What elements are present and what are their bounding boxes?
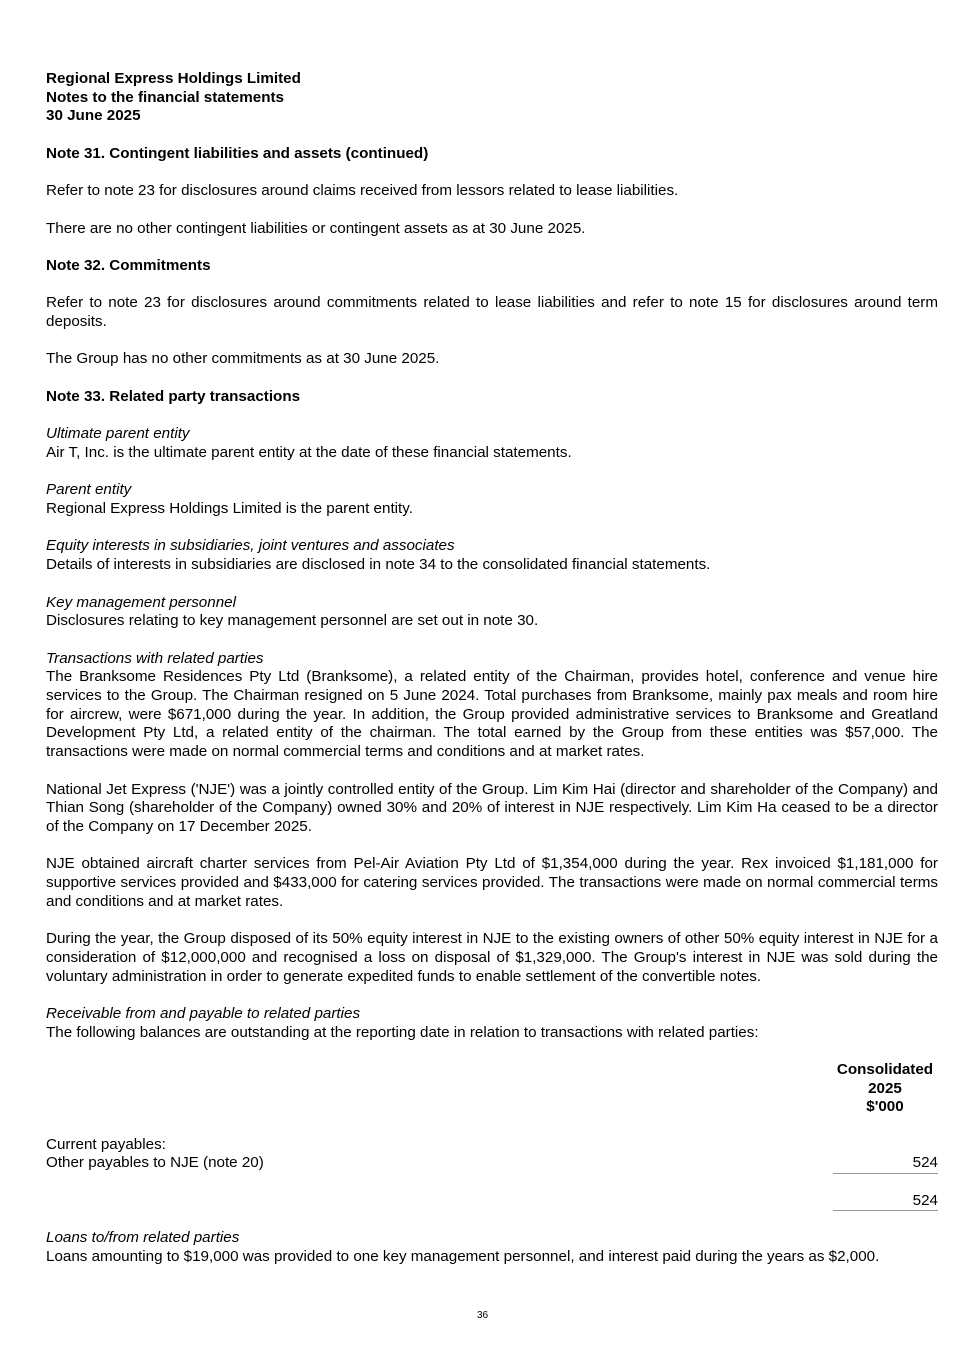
loans-text: Loans amounting to $19,000 was provided to one key management personnel, and interest paid during the years as $2,000. <box>46 1247 880 1265</box>
note32-paragraph-1: Refer to note 23 for disclosures around commitments related to lease liabilities and refer to note 15 for disclosures around term deposits. <box>46 294 938 331</box>
kmp-text: Disclosures relating to key management personnel are set out in note 30. <box>46 612 539 630</box>
table-row <box>46 1154 938 1173</box>
company-name: Regional Express Holdings Limited <box>46 70 301 87</box>
transactions-paragraph-4: During the year, the Group disposed of its 50% equity interest in NJE to the existing owners of other 50% equity interest in NJE for a consideration of $12,000,000 and recognised a loss on disposal of $1,329,000. The Group's interest in NJE was sold during the voluntary administration in order to generate expedited funds to enable settlement of the convertible notes. <box>46 930 938 985</box>
transactions-paragraph-3: NJE obtained aircraft charter services from Pel-Air Aviation Pty Ltd of $1,354,000 during the year. Rex invoiced $1,181,000 for supportive services provided and $433,000 for catering services provided. The transactions were made on normal commercial terms and conditions and at market rates. <box>46 855 938 910</box>
table-section-label: Current payables: <box>46 1135 166 1153</box>
receivable-heading: Receivable from and payable to related parties <box>46 1004 361 1022</box>
table-column-header <box>46 1061 938 1117</box>
note32-title: Note 32. Commitments <box>46 256 211 274</box>
ultimate-parent-heading: Ultimate parent entity <box>46 425 190 443</box>
column-header-consolidated: Consolidated <box>836 1061 934 1078</box>
note31-paragraph-1: Refer to note 23 for disclosures around claims received from lessors related to lease liabilities. <box>46 182 679 200</box>
note31-title: Note 31. Contingent liabilities and assets (continued) <box>46 144 429 162</box>
transactions-paragraph-1: The Branksome Residences Pty Ltd (Branksome), a related entity of the Chairman, provides hotel, conference and venue hire services to the Group. The Chairman resigned on 5 June 2024. Total purchases from Branksome, mainly pax meals and room hire for aircrew, were $671,000 during the year. In addition, the Group provided administrative services to Branksome and Greatland Development Pty Ltd, a related entity of the chairman. The total earned by the Group from these entities was $57,000. The transactions were made on normal commercial terms and conditions and at market rates. <box>46 668 938 761</box>
column-header-unit: $'000 <box>866 1098 904 1116</box>
document-title: Notes to the financial statements <box>46 88 284 106</box>
parent-entity-text: Regional Express Holdings Limited is the parent entity. <box>46 500 413 518</box>
equity-interests-heading: Equity interests in subsidiaries, joint ventures and associates <box>46 537 455 555</box>
note33-title: Note 33. Related party transactions <box>46 387 301 405</box>
table-row-label: Other payables to NJE (note 20) <box>46 1154 264 1172</box>
loans-heading: Loans to/from related parties <box>46 1229 240 1247</box>
note32-paragraph-2: The Group has no other commitments as at 30 June 2025. <box>46 350 440 368</box>
table-total-row <box>46 1192 938 1211</box>
parent-entity-heading: Parent entity <box>46 481 132 499</box>
page-number: 36 <box>476 1310 489 1321</box>
equity-interests-text: Details of interests in subsidiaries are disclosed in note 34 to the consolidated financial statements. <box>46 556 711 574</box>
receivable-text: The following balances are outstanding at the reporting date in relation to transactions with related parties: <box>46 1023 759 1041</box>
column-header-year: 2025 <box>868 1079 902 1097</box>
ultimate-parent-text: Air T, Inc. is the ultimate parent entity at the date of these financial statements. <box>46 443 572 461</box>
note31-paragraph-2: There are no other contingent liabilities or contingent assets as at 30 June 2025. <box>46 219 586 237</box>
transactions-heading: Transactions with related parties <box>46 649 264 667</box>
table-total-value: 524 <box>833 1192 938 1212</box>
document-page <box>46 70 938 1267</box>
document-date: 30 June 2025 <box>46 107 141 125</box>
table-row-value: 524 <box>833 1154 938 1174</box>
kmp-heading: Key management personnel <box>46 593 236 611</box>
transactions-paragraph-2: National Jet Express ('NJE') was a jointly controlled entity of the Group. Lim Kim Hai (director and shareholder of the Company) and Thian Song (shareholder of the Company) owned 30% and 20% of interest in NJE respectively. Lim Kim Ha ceased to be a director of the Company on 17 December 2025. <box>46 780 938 835</box>
